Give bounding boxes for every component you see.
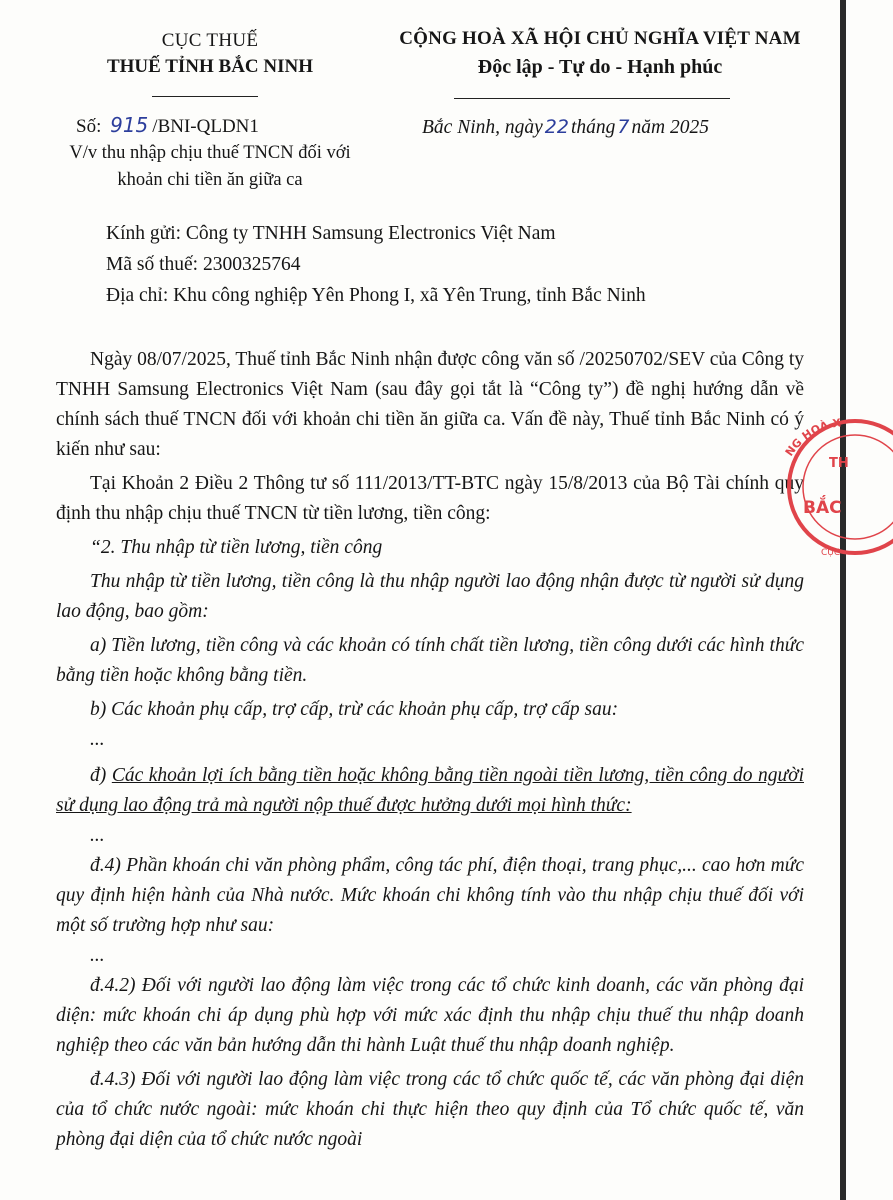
seal-inner-text: BẮC <box>803 498 842 518</box>
quote-item-d43: đ.4.3) Đối với người lao động làm việc trong các tổ chức quốc tế, các văn phòng đại diện của tổ chức nước ngoài: mức khoán chi thực hiện theo quy định của Tổ chức quốc tế, văn phòng đại diện của tổ chức nước ngoài <box>56 1069 804 1150</box>
motto-underline <box>454 98 730 99</box>
page-edge <box>840 0 846 1200</box>
body-paragraph-1: Ngày 08/07/2025, Thuế tỉnh Bắc Ninh nhận được công văn số /20250702/SEV của Công ty TNHH Samsung Electronics Việt Nam (sau đây gọi tắt là “Công ty”) đề nghị hướng dẫn về chính sách thuế TNCN đối với khoản chi tiền ăn giữa ca. Vấn đề này, Thuế tỉnh Bắc Ninh có ý kiến như sau: <box>56 349 804 460</box>
recipient-address: Địa chỉ: Khu công nghiệp Yên Phong I, xã Yên Trung, tỉnh Bắc Ninh <box>106 285 646 306</box>
document-body <box>56 345 804 1155</box>
document-subject <box>20 140 400 194</box>
agency-underline <box>152 96 258 97</box>
agency-name: CỤC THUẾ <box>161 30 259 51</box>
document-number <box>76 112 259 140</box>
ellipsis-2: ... <box>90 825 105 846</box>
quote-item-b: b) Các khoản phụ cấp, trợ cấp, trừ các khoản phụ cấp, trợ cấp sau: <box>90 699 619 720</box>
quote-item-d4: đ.4) Phần khoán chi văn phòng phẩm, công tác phí, điện thoại, trang phục,... cao hơn mức quy định hiện hành của Nhà nước. Mức khoán chi không tính vào thu nhập chịu thuế đối với một số trường hợp như sau: <box>56 855 804 936</box>
national-motto: Độc lập - Tự do - Hạnh phúc <box>477 56 723 78</box>
subject-line-2: khoản chi tiền ăn giữa ca <box>117 170 303 190</box>
quote-item-d42: đ.4.2) Đối với người lao động làm việc trong các tổ chức kinh doanh, các văn phòng đại diện: mức khoán chi áp dụng phù hợp với mức xác định thu nhập chịu thuế thu nhập doanh nghiệp theo các văn bản hướng dẫn thi hành Luật thuế thu nhập doanh nghiệp. <box>56 975 804 1056</box>
handwritten-month: 7 <box>617 116 630 138</box>
document-date <box>422 116 822 139</box>
handwritten-day: 22 <box>544 116 569 138</box>
seal-inner-ring <box>803 435 893 539</box>
issuing-agency-block <box>30 28 390 80</box>
recipient-to: Kính gửi: Công ty TNHH Samsung Electronics Việt Nam <box>106 223 556 244</box>
ellipsis-3: ... <box>90 945 105 966</box>
date-year: năm 2025 <box>631 117 709 138</box>
item-d-underlined: Các khoản lợi ích bằng tiền hoặc không bằng tiền ngoài tiền lương, tiền công do người sử dụng lao động trả mà người nộp thuế được hưởng dưới mọi hình thức: <box>56 765 804 816</box>
seal-side-chars: TH <box>829 456 849 471</box>
body-paragraph-2: Tại Khoản 2 Điều 2 Thông tư số 111/2013/TT-BTC ngày 15/8/2013 của Bộ Tài chính quy định thu nhập chịu thuế TNCN từ tiền lương, tiền công: <box>56 473 804 524</box>
ellipsis-1: ... <box>90 729 105 750</box>
seal-bottom-text: CỤC <box>821 548 841 558</box>
subject-line-1: V/v thu nhập chịu thuế TNCN đối với <box>69 143 351 163</box>
item-d-prefix: đ) <box>90 765 107 786</box>
quote-item-d <box>56 761 804 821</box>
national-header-block <box>380 26 820 82</box>
handwritten-number: 915 <box>110 113 149 137</box>
ref-suffix: /BNI-QLDN1 <box>152 116 259 137</box>
quote-item-a: a) Tiền lương, tiền công và các khoản có tính chất tiền lương, tiền công dưới các hình thức bằng tiền hoặc không bằng tiền. <box>56 635 804 686</box>
date-month-label: tháng <box>570 117 616 138</box>
date-place: Bắc Ninh, ngày <box>422 117 543 138</box>
agency-sub-name: THUẾ TỈNH BẮC NINH <box>106 56 314 77</box>
quote-heading: “2. Thu nhập từ tiền lương, tiền công <box>90 537 383 558</box>
seal-arc-text: NG HOÀ X <box>782 416 842 459</box>
ref-prefix: Số: <box>76 116 102 137</box>
quote-paragraph-1: Thu nhập từ tiền lương, tiền công là thu nhập người lao động nhận được từ người sử dụng lao động, bao gồm: <box>56 571 804 622</box>
recipient-block <box>106 218 826 311</box>
recipient-tax-code: Mã số thuế: 2300325764 <box>106 254 301 275</box>
red-seal-stamp <box>763 405 893 570</box>
country-name: CỘNG HOÀ XÃ HỘI CHỦ NGHĨA VIỆT NAM <box>399 28 801 49</box>
